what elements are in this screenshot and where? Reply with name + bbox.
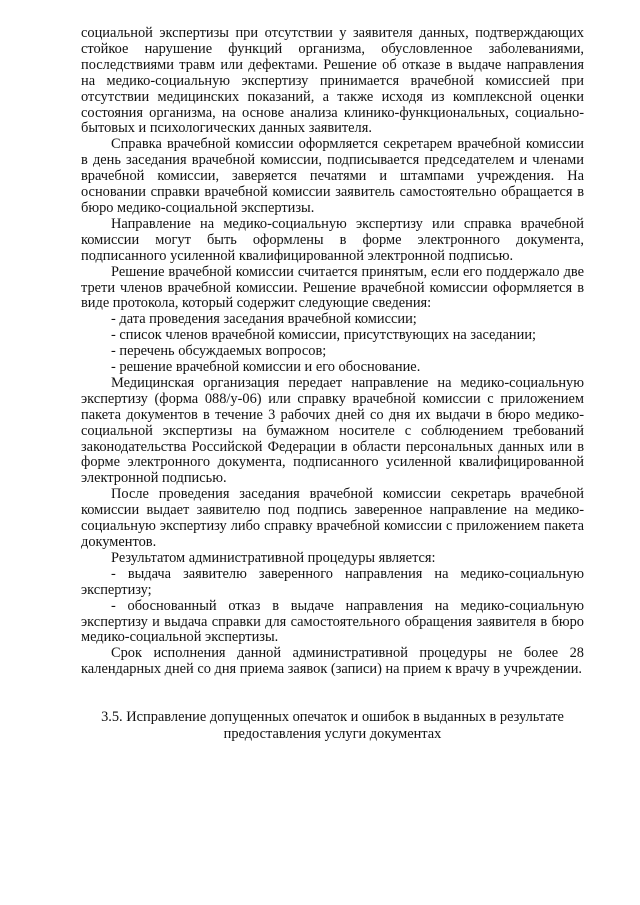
section-heading-line-2: предоставления услуги документах xyxy=(223,726,442,743)
list-item-justified-refusal: - обоснованный отказ в выдаче направления на медико-социальную экспертизу и выдача справки для самостоятельного обращения заявителя в бюро медико-социальной экспертизы. xyxy=(81,597,584,646)
paragraph-electronic-form: Направление на медико-социальную экспертизу или справка врачебной комиссии могут быть оформлены в форме электронного документа, подписанного усиленной квалифицированной электронной подписью. xyxy=(81,215,584,264)
paragraph-commission-decision: Решение врачебной комиссии считается принятым, если его поддержало две трети членов врачебной комиссии. Решение врачебной комиссии оформляется в виде протокола, который содержит следующие сведения: xyxy=(81,263,584,312)
list-item-questions: - перечень обсуждаемых вопросов; xyxy=(111,343,327,360)
list-item-decision: - решение врачебной комиссии и его обоснование. xyxy=(111,359,421,376)
paragraph-refusal-grounds: социальной экспертизы при отсутствии у заявителя данных, подтверждающих стойкое нарушение функций организма, обусловленное заболеваниями, последствиями травм или дефектами. Решение об отказе в выдаче направления на медико-социальную экспертизу принимается врачебной комиссией при отсутствии медицинских показаний, а также исходя из комплексной оценки состояния организма, на основе анализа клинико-функциональных, социально-бытовых и психологических данных заявителя. xyxy=(81,25,584,137)
paragraph-commission-certificate: Справка врачебной комиссии оформляется секретарем врачебной комиссии в день заседания врачебной комиссии, подписывается председателем и членами врачебной комиссии, заверяется печатями и штампами учреждения. На основании справки врачебной комиссии заявитель самостоятельно обращается в бюро медико-социальной экспертизы. xyxy=(81,136,584,216)
list-item-members-list: - список членов врачебной комиссии, присутствующих на заседании; xyxy=(111,327,537,344)
paragraph-secretary-issues: После проведения заседания врачебной комиссии секретарь врачебной комиссии выдает заявителю под подпись заверенное направление на медико-социальную экспертизу либо справку врачебной комиссии с приложением пакета документов. xyxy=(81,486,584,550)
section-heading-line-1: 3.5. Исправление допущенных опечаток и ошибок в выданных в результате xyxy=(101,709,564,726)
paragraph-deadline: Срок исполнения данной административной процедуры не более 28 календарных дней со дня приема заявок (записи) на прием к врачу в учреждении. xyxy=(81,645,584,678)
list-item-meeting-date: - дата проведения заседания врачебной комиссии; xyxy=(111,311,417,328)
section-heading xyxy=(81,709,584,743)
paragraph-procedure-result: Результатом административной процедуры является: xyxy=(111,549,436,566)
paragraph-transfer-documents: Медицинская организация передает направление на медико-социальную экспертизу (форма 088/у-06) или справку врачебной комиссии с приложением пакета документов в течение 3 рабочих дней со дня их выдачи в бюро медико-социальной экспертизы на бумажном носителе с соблюдением требований законодательства Российской Федерации в области персональных данных или в форме электронного документа, подписанного усиленной квалифицированной электронной подписью. xyxy=(81,374,584,487)
list-item-issue-referral: - выдача заявителю заверенного направления на медико-социальную экспертизу; xyxy=(81,565,584,598)
